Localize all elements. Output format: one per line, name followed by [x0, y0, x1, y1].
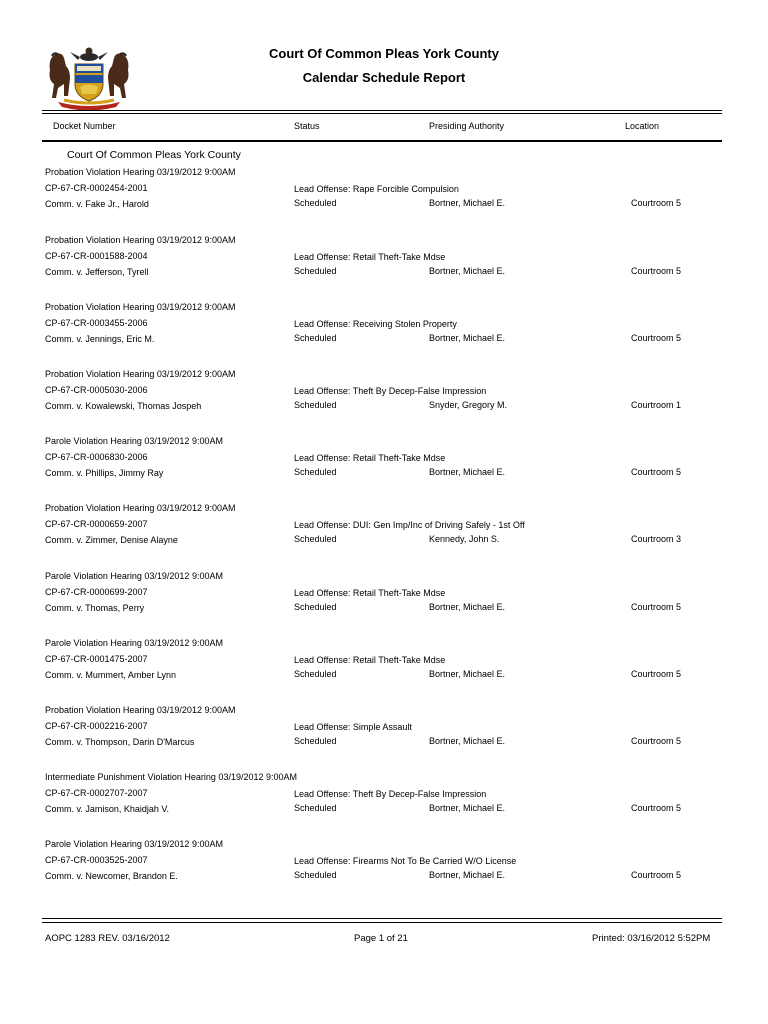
status: Scheduled — [294, 266, 337, 276]
lead-offense: Lead Offense: Rape Forcible Compulsion — [294, 184, 459, 194]
case-caption: Comm. v. Thomas, Perry — [45, 603, 145, 613]
case-caption: Comm. v. Kowalewski, Thomas Jospeh — [45, 401, 202, 411]
presiding-authority: Bortner, Michael E. — [429, 198, 506, 208]
status: Scheduled — [294, 602, 337, 612]
status: Scheduled — [294, 669, 337, 679]
lead-offense: Lead Offense: Simple Assault — [294, 722, 412, 732]
schedule-entry — [0, 503, 768, 565]
docket-number: CP-67-CR-0002707-2007 — [45, 788, 148, 798]
location: Courtroom 3 — [631, 534, 682, 544]
column-header-rule — [42, 140, 722, 142]
schedule-entry — [0, 638, 768, 700]
hearing-type: Probation Violation Hearing 03/19/2012 9:00AM — [45, 302, 236, 312]
schedule-entry — [0, 235, 768, 297]
status: Scheduled — [294, 467, 337, 477]
status: Scheduled — [294, 198, 337, 208]
schedule-entry — [0, 571, 768, 633]
lead-offense: Lead Offense: Theft By Decep-False Impression — [294, 789, 487, 799]
docket-number: CP-67-CR-0001588-2004 — [45, 251, 148, 261]
hearing-type: Parole Violation Hearing 03/19/2012 9:00AM — [45, 638, 223, 648]
hearing-type: Parole Violation Hearing 03/19/2012 9:00AM — [45, 436, 223, 446]
report-title: Calendar Schedule Report — [302, 70, 466, 85]
hearing-type: Probation Violation Hearing 03/19/2012 9:00AM — [45, 705, 236, 715]
hearing-type: Parole Violation Hearing 03/19/2012 9:00AM — [45, 839, 223, 849]
hearing-type: Probation Violation Hearing 03/19/2012 9:00AM — [45, 503, 236, 513]
header-rule-top — [42, 110, 722, 111]
lead-offense: Lead Offense: Retail Theft-Take Mdse — [294, 655, 446, 665]
column-header-location: Location — [625, 121, 660, 131]
status: Scheduled — [294, 333, 337, 343]
status: Scheduled — [294, 400, 337, 410]
schedule-entry — [0, 839, 768, 901]
location: Courtroom 5 — [631, 467, 682, 477]
lead-offense: Lead Offense: Retail Theft-Take Mdse — [294, 453, 446, 463]
schedule-entry — [0, 167, 768, 229]
lead-offense: Lead Offense: DUI: Gen Imp/Inc of Driving Safely - 1st Off — [294, 520, 525, 530]
status: Scheduled — [294, 736, 337, 746]
presiding-authority: Bortner, Michael E. — [429, 736, 506, 746]
location: Courtroom 5 — [631, 266, 682, 276]
column-header-status: Status — [294, 121, 320, 131]
case-caption: Comm. v. Jennings, Eric M. — [45, 334, 155, 344]
presiding-authority: Snyder, Gregory M. — [429, 400, 508, 410]
lead-offense: Lead Offense: Retail Theft-Take Mdse — [294, 588, 446, 598]
presiding-authority: Bortner, Michael E. — [429, 870, 506, 880]
status: Scheduled — [294, 870, 337, 880]
presiding-authority: Bortner, Michael E. — [429, 467, 506, 477]
docket-number: CP-67-CR-0003525-2007 — [45, 855, 148, 865]
case-caption: Comm. v. Phillips, Jimmy Ray — [45, 468, 164, 478]
status: Scheduled — [294, 534, 337, 544]
lead-offense: Lead Offense: Receiving Stolen Property — [294, 319, 457, 329]
presiding-authority: Bortner, Michael E. — [429, 669, 506, 679]
page-number: Page 1 of 21 — [354, 933, 408, 944]
column-header-docket: Docket Number — [53, 121, 116, 131]
lead-offense: Lead Offense: Theft By Decep-False Impression — [294, 386, 487, 396]
hearing-type: Probation Violation Hearing 03/19/2012 9:00AM — [45, 235, 236, 245]
presiding-authority: Bortner, Michael E. — [429, 803, 506, 813]
schedule-entry — [0, 436, 768, 498]
presiding-authority: Kennedy, John S. — [429, 534, 500, 544]
location: Courtroom 5 — [631, 333, 682, 343]
header-rule-top-2 — [42, 113, 722, 114]
presiding-authority: Bortner, Michael E. — [429, 266, 506, 276]
location: Courtroom 5 — [631, 669, 682, 679]
footer-rule-2 — [42, 922, 722, 923]
schedule-entry — [0, 705, 768, 767]
schedule-entry — [0, 369, 768, 431]
docket-number: CP-67-CR-0002454-2001 — [45, 183, 148, 193]
location: Courtroom 5 — [631, 870, 682, 880]
docket-number: CP-67-CR-0002216-2007 — [45, 721, 148, 731]
footer-rule-1 — [42, 918, 722, 919]
docket-number: CP-67-CR-0000659-2007 — [45, 519, 148, 529]
location: Courtroom 5 — [631, 803, 682, 813]
form-id: AOPC 1283 REV. 03/16/2012 — [45, 933, 170, 944]
hearing-type: Parole Violation Hearing 03/19/2012 9:00AM — [45, 571, 223, 581]
hearing-type: Intermediate Punishment Violation Hearing 03/19/2012 9:00AM — [45, 772, 297, 782]
docket-number: CP-67-CR-0006830-2006 — [45, 452, 148, 462]
hearing-type: Probation Violation Hearing 03/19/2012 9:00AM — [45, 167, 236, 177]
hearing-type: Probation Violation Hearing 03/19/2012 9:00AM — [45, 369, 236, 379]
case-caption: Comm. v. Newcomer, Brandon E. — [45, 871, 178, 881]
presiding-authority: Bortner, Michael E. — [429, 602, 506, 612]
docket-number: CP-67-CR-0001475-2007 — [45, 654, 148, 664]
section-title: Court Of Common Pleas York County — [67, 149, 241, 161]
case-caption: Comm. v. Mummert, Amber Lynn — [45, 670, 177, 680]
docket-number: CP-67-CR-0000699-2007 — [45, 587, 148, 597]
column-header-authority: Presiding Authority — [429, 121, 505, 131]
printed-timestamp: Printed: 03/16/2012 5:52PM — [592, 933, 711, 944]
lead-offense: Lead Offense: Firearms Not To Be Carried W/O License — [294, 856, 517, 866]
location: Courtroom 5 — [631, 602, 682, 612]
presiding-authority: Bortner, Michael E. — [429, 333, 506, 343]
case-caption: Comm. v. Jamison, Khaidjah V. — [45, 804, 170, 814]
docket-number: CP-67-CR-0003455-2006 — [45, 318, 148, 328]
location: Courtroom 1 — [631, 400, 682, 410]
schedule-entry — [0, 772, 768, 834]
location: Courtroom 5 — [631, 198, 682, 208]
status: Scheduled — [294, 803, 337, 813]
case-caption: Comm. v. Thompson, Darin D'Marcus — [45, 737, 195, 747]
case-caption: Comm. v. Zimmer, Denise Alayne — [45, 535, 178, 545]
docket-number: CP-67-CR-0005030-2006 — [45, 385, 148, 395]
lead-offense: Lead Offense: Retail Theft-Take Mdse — [294, 252, 446, 262]
court-name: Court Of Common Pleas York County — [269, 46, 499, 61]
case-caption: Comm. v. Jefferson, Tyrell — [45, 267, 149, 277]
case-caption: Comm. v. Fake Jr., Harold — [45, 199, 149, 209]
schedule-entry — [0, 302, 768, 364]
location: Courtroom 5 — [631, 736, 682, 746]
